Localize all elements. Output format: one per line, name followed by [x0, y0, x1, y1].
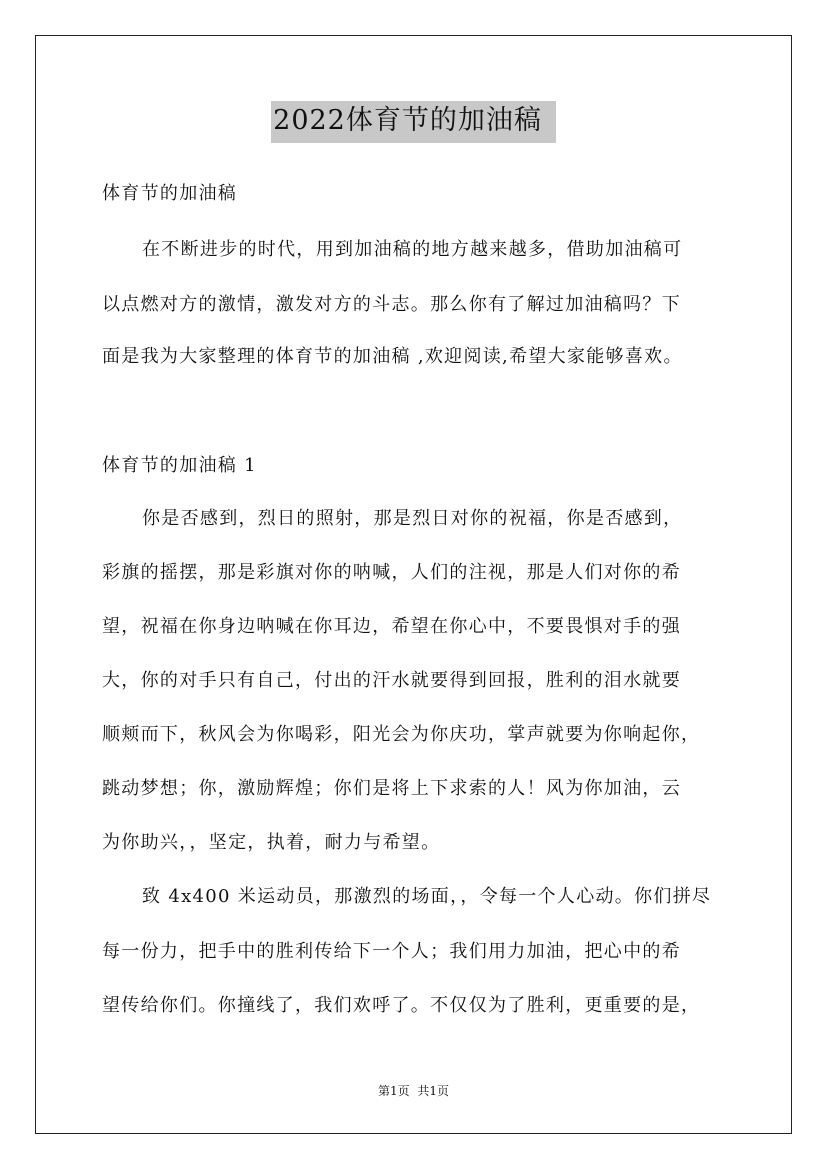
title-container — [0, 101, 827, 143]
page-footer — [0, 1083, 827, 1099]
paragraph-line: 望传给你们。你撞线了，我们欢呼了。不仅仅为了胜利，更重要的是， — [102, 995, 701, 1016]
paragraph-line: 大，你的对手只有自己，付出的汗水就要得到回报，胜利的泪水就要 — [102, 670, 681, 691]
page-total: 共1页 — [417, 1084, 450, 1098]
paragraph-line: 你是否感到，烈日的照射，那是烈日对你的祝福，你是否感到， — [142, 508, 683, 529]
document-title: 2022体育节的加油稿 — [271, 101, 556, 143]
paragraph-line: 跳动梦想；你，激励辉煌；你们是将上下求索的人！风为你加油，云 — [102, 778, 681, 799]
paragraph-line: 每一份力，把手中的胜利传给下一个人；我们用力加油，把心中的希 — [102, 941, 681, 962]
paragraph-line: 顺颊而下，秋风会为你喝彩，阳光会为你庆功，掌声就要为你响起你， — [102, 724, 701, 745]
page-number: 第1页 — [377, 1084, 410, 1098]
paragraph-line: 在不断进步的时代，用到加油稿的地方越来越多，借助加油稿可 — [142, 239, 683, 260]
section-heading: 体育节的加油稿 1 — [102, 455, 257, 476]
paragraph-line: 致 4x400 米运动员，那激烈的场面，，令每一个人心动。你们拼尽 — [142, 886, 712, 907]
paragraph-line: 以点燃对方的激情，激发对方的斗志。那么你有了解过加油稿吗？下 — [102, 294, 681, 315]
paragraph-line: 彩旗的摇摆，那是彩旗对你的呐喊，人们的注视，那是人们对你的希 — [102, 562, 681, 583]
paragraph-line: 望，祝福在你身边呐喊在你耳边，希望在你心中，不要畏惧对手的强 — [102, 616, 681, 637]
intro-heading: 体育节的加油稿 — [102, 183, 238, 204]
paragraph-line: 为你助兴，，坚定，执着，耐力与希望。 — [102, 832, 441, 853]
paragraph-line: 面是我为大家整理的体育节的加油稿 ,欢迎阅读,希望大家能够喜欢。 — [102, 346, 683, 367]
